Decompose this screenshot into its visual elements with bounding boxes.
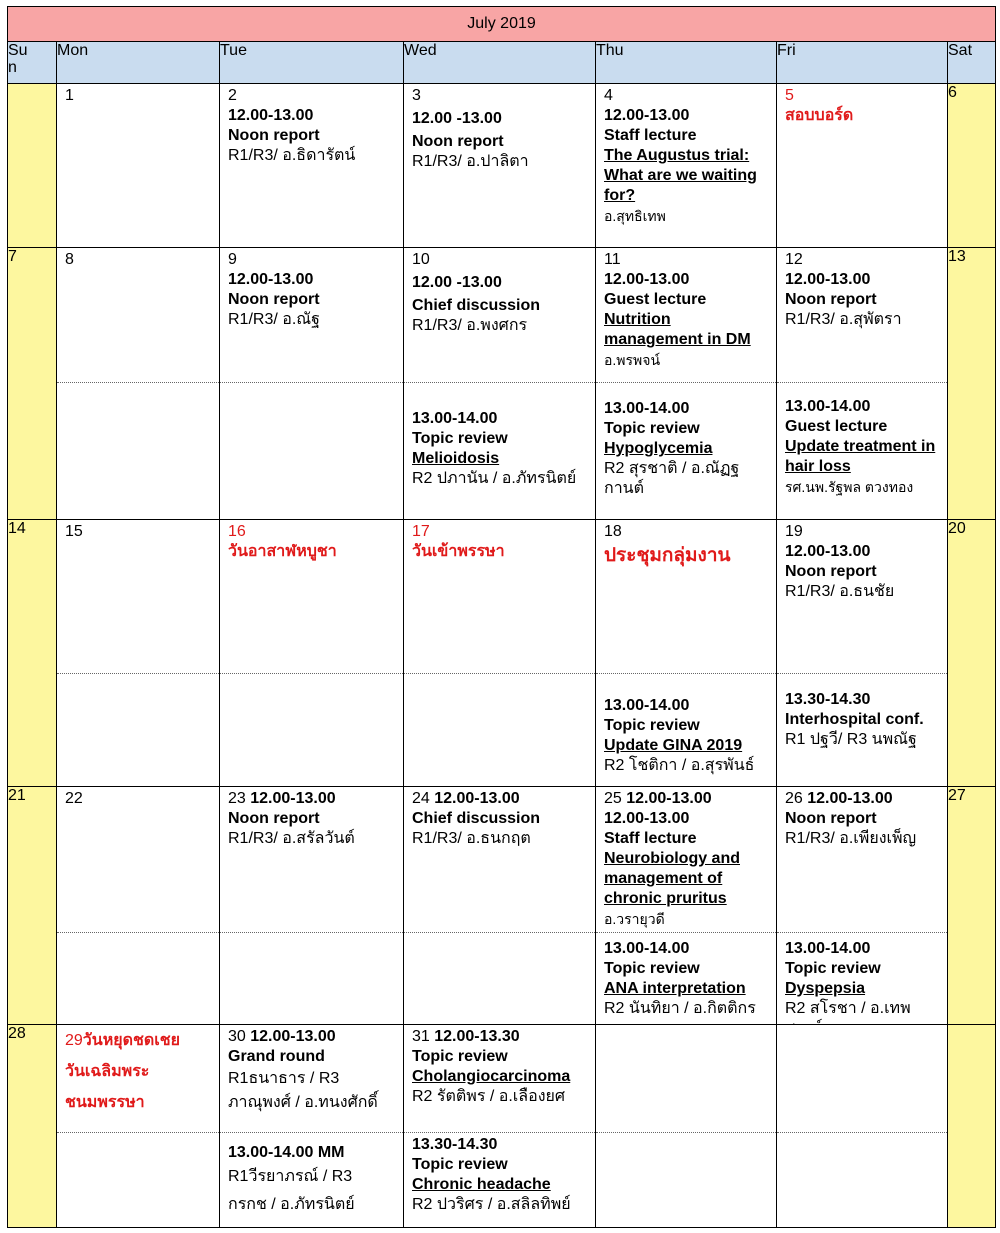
day-cell-sat: 20 <box>948 520 996 786</box>
event-presenters: รศ.นพ.รัฐพล ตวงทอง <box>785 479 914 496</box>
week-row-4 <box>8 786 996 1024</box>
event-title: Guest lecture <box>604 291 707 309</box>
day-number: 26 <box>785 789 803 807</box>
event-time: 12.00-13.30 <box>434 1027 520 1045</box>
event-presenters: R2 ปวริศร / อ.สลิลทิพย์ <box>412 1195 571 1213</box>
event-presenters: R2 นันทิยา / อ.กิตติกร <box>604 999 756 1017</box>
event-presenters: R2 รัตติพร / อ.เลืองยศ <box>412 1087 566 1105</box>
event-title: Interhospital conf. <box>785 711 924 729</box>
day-number: 2 <box>228 87 237 105</box>
day-number: 12 <box>785 251 803 269</box>
event-time: 12.00-13.00 <box>785 271 871 289</box>
event-topic: Update treatment in hair loss <box>785 438 936 476</box>
event-time: 12.00-13.00 <box>785 543 871 561</box>
event-title: Chief discussion <box>412 297 541 315</box>
day-cell-22 <box>57 786 220 1024</box>
event-title: Noon report <box>412 133 504 151</box>
day-cell-empty-thu <box>596 1024 777 1227</box>
event-presenters: อ.วรายุวดี <box>604 910 665 927</box>
event-time: 13.30-14.30 <box>412 1135 498 1153</box>
day-number: 17 <box>412 523 430 541</box>
day-number: 10 <box>412 251 430 269</box>
day-cell-11 <box>596 248 777 520</box>
event-time: 12.00-13.00 <box>604 107 690 125</box>
event-topic: Neurobiology and management of chronic pruritus <box>604 849 740 907</box>
day-number: 30 <box>228 1027 246 1045</box>
event-time: 12.00-13.00 <box>228 107 314 125</box>
day-cell-12 <box>777 248 948 520</box>
event-title: Grand round <box>228 1047 325 1065</box>
event-time: 12.00-13.00 <box>228 271 314 289</box>
event-title: Noon report <box>228 809 320 827</box>
week-row-3 <box>8 520 996 786</box>
day-number: 11 <box>604 251 621 269</box>
day-cell-30 <box>220 1024 404 1227</box>
event-presenters: R1วีรยาภรณ์ / R3 กรกช / อ.ภัทรนิตย์ <box>228 1167 355 1213</box>
day-number: 16 <box>228 523 246 541</box>
holiday-label: วันเข้าพรรษา <box>412 543 505 561</box>
header-tue: Tue <box>220 42 404 84</box>
event-presenters: อ.สุทธิเทพ <box>604 208 666 225</box>
event-title: Topic review <box>604 420 700 438</box>
event-presenters: R1/R3/ อ.เพียงเพ็ญ <box>785 829 917 847</box>
event-presenters: R1/R3/ อ.ธนกฤต <box>412 829 531 847</box>
event-topic: The Augustus trial: What are we waiting for? <box>604 147 757 205</box>
event-presenters: R1 ปฐวี/ R3 นพณัฐ <box>785 731 917 749</box>
event-time: 13.00-14.00 <box>412 410 498 428</box>
event-title: Guest lecture <box>785 418 888 436</box>
event-presenters: R1/R3/ อ.ณัฐ <box>228 311 320 329</box>
day-cell-16 <box>220 520 404 786</box>
event-title: Noon report <box>785 563 877 581</box>
event-title: Chief discussion <box>412 809 541 827</box>
day-number: 22 <box>65 789 83 807</box>
day-number: 15 <box>65 523 83 541</box>
calendar-table <box>7 6 996 1228</box>
day-cell-3 <box>404 84 596 248</box>
day-cell-8 <box>57 248 220 520</box>
event-presenters: R1/R3/ อ.ปาลิตา <box>412 153 529 171</box>
event-topic: ANA interpretation <box>604 979 746 997</box>
event-title: Noon report <box>785 291 877 309</box>
weekday-header-row <box>8 42 996 84</box>
header-sun: Su n <box>8 42 57 84</box>
header-wed: Wed <box>404 42 596 84</box>
day-number: 31 <box>412 1027 430 1045</box>
holiday-label: วันหยุดชดเชย <box>82 1031 180 1049</box>
event-title: Noon report <box>785 809 877 827</box>
event-title: Topic review <box>604 717 700 735</box>
event-presenters: R1/R3/ อ.ธนชัย <box>785 583 895 601</box>
week-row-1 <box>8 84 996 248</box>
event-presenters: อ.พรพจน์ <box>604 352 661 369</box>
day-number: 18 <box>604 523 622 541</box>
day-cell-sun: 14 <box>8 520 57 786</box>
day-number: 3 <box>412 87 421 105</box>
week-row-5 <box>8 1024 996 1227</box>
event-time: 12.00-13.00 <box>250 789 336 807</box>
day-cell-18 <box>596 520 777 786</box>
day-cell-sun: 21 <box>8 786 57 1024</box>
event-title: Staff lecture <box>604 127 697 145</box>
day-number: 19 <box>785 523 803 541</box>
day-cell-empty-fri <box>777 1024 948 1227</box>
event-presenters: R1/R3/ อ.สุพัตรา <box>785 311 902 329</box>
event-title: Noon report <box>228 291 320 309</box>
event-topic: Nutrition management in DM <box>604 311 751 349</box>
day-cell-23 <box>220 786 404 1024</box>
day-number: 25 <box>604 789 622 807</box>
event-title: Topic review <box>412 430 508 448</box>
event-presenters: R2 ปภานัน / อ.ภัทรนิตย์ <box>412 470 577 488</box>
event-presenters: R1/R3/ อ.สรัลวันต์ <box>228 829 355 847</box>
day-number: 23 <box>228 789 246 807</box>
event-time: 12.00 -13.00 <box>412 110 502 128</box>
day-cell-sat: 13 <box>948 248 996 520</box>
day-number: 5 <box>785 87 794 105</box>
event-time: 13.00-14.00 <box>604 697 690 715</box>
day-cell-19 <box>777 520 948 786</box>
day-cell-15 <box>57 520 220 786</box>
day-cell-31 <box>404 1024 596 1227</box>
day-cell-sat <box>948 1024 996 1227</box>
header-mon: Mon <box>57 42 220 84</box>
day-cell-1 <box>57 84 220 248</box>
event-presenters: R1/R3/ อ.ธิดารัตน์ <box>228 147 356 165</box>
holiday-label: สอบบอร์ด <box>785 107 854 125</box>
event-time: 12.00-13.00 <box>604 271 690 289</box>
day-number: 8 <box>65 251 74 269</box>
day-cell-sun: 28 <box>8 1024 57 1227</box>
event-title: Topic review <box>785 959 881 977</box>
event-title: Topic review <box>412 1155 508 1173</box>
day-cell-sat: 27 <box>948 786 996 1024</box>
event-title: ประชุมกลุ่มงาน <box>604 545 731 567</box>
day-cell-25 <box>596 786 777 1024</box>
event-topic: Melioidosis <box>412 450 500 468</box>
day-cell-4 <box>596 84 777 248</box>
event-time: 12.00-13.00 <box>250 1027 336 1045</box>
event-presenters: R2 โชติกา / อ.สุรพันธ์ <box>604 757 755 775</box>
event-time: 13.00-14.00 <box>604 400 690 418</box>
event-time: 12.00-13.00 <box>626 789 712 807</box>
event-time: 13.00-14.00 <box>785 398 871 416</box>
day-cell-sun: 7 <box>8 248 57 520</box>
day-cell-5 <box>777 84 948 248</box>
event-time: 13.30-14.30 <box>785 691 871 709</box>
day-number: 29 <box>65 1031 83 1049</box>
event-time: 12.00-13.00 <box>604 809 690 827</box>
week-row-2 <box>8 248 996 520</box>
event-time: 13.00-14.00 <box>785 939 871 957</box>
day-number: 4 <box>604 87 613 105</box>
event-topic: Dyspepsia <box>785 979 866 997</box>
day-cell-26 <box>777 786 948 1024</box>
event-time: 12.00-13.00 <box>807 789 893 807</box>
day-cell-24 <box>404 786 596 1024</box>
day-number: 1 <box>65 87 74 105</box>
holiday-label: วันเฉลิมพระ <box>65 1062 150 1080</box>
day-cell-17 <box>404 520 596 786</box>
event-title: Noon report <box>228 127 320 145</box>
day-cell-2 <box>220 84 404 248</box>
event-topic: Chronic headache <box>412 1175 551 1193</box>
event-presenters: R1/R3/ อ.พงศกร <box>412 317 528 335</box>
header-sat: Sat <box>948 42 996 84</box>
day-cell-sat: 6 <box>948 84 996 248</box>
holiday-label: วันอาสาฬหบูชา <box>228 543 337 561</box>
day-number: 24 <box>412 789 430 807</box>
event-time: 13.00-14.00 <box>604 939 690 957</box>
event-title: Topic review <box>604 959 700 977</box>
event-presenters: R2 สุรชาติ / อ.ณัฏฐกานต์ <box>604 460 740 498</box>
event-topic: Cholangiocarcinoma <box>412 1067 571 1085</box>
event-title: Staff lecture <box>604 829 697 847</box>
header-thu: Thu <box>596 42 777 84</box>
day-cell-29 <box>57 1024 220 1227</box>
event-time: 12.00-13.00 <box>434 789 520 807</box>
event-topic: Update GINA 2019 <box>604 737 743 755</box>
calendar-title: July 2019 <box>8 7 996 42</box>
event-presenters: R1ธนาธาร / R3 ภาณุพงศ์ / อ.ทนงศักดิ์ <box>228 1069 378 1111</box>
day-cell-sun <box>8 84 57 248</box>
event-time: 13.00-14.00 MM <box>228 1143 345 1161</box>
day-number: 9 <box>228 251 237 269</box>
event-topic: Hypoglycemia <box>604 440 713 458</box>
event-title: Topic review <box>412 1047 508 1065</box>
event-presenters: R2 สโรชา / อ.เทพ <box>785 999 911 1017</box>
event-time: 12.00 -13.00 <box>412 274 502 292</box>
day-cell-9 <box>220 248 404 520</box>
day-cell-10 <box>404 248 596 520</box>
header-fri: Fri <box>777 42 948 84</box>
holiday-label: ชนมพรรษา <box>65 1093 145 1111</box>
